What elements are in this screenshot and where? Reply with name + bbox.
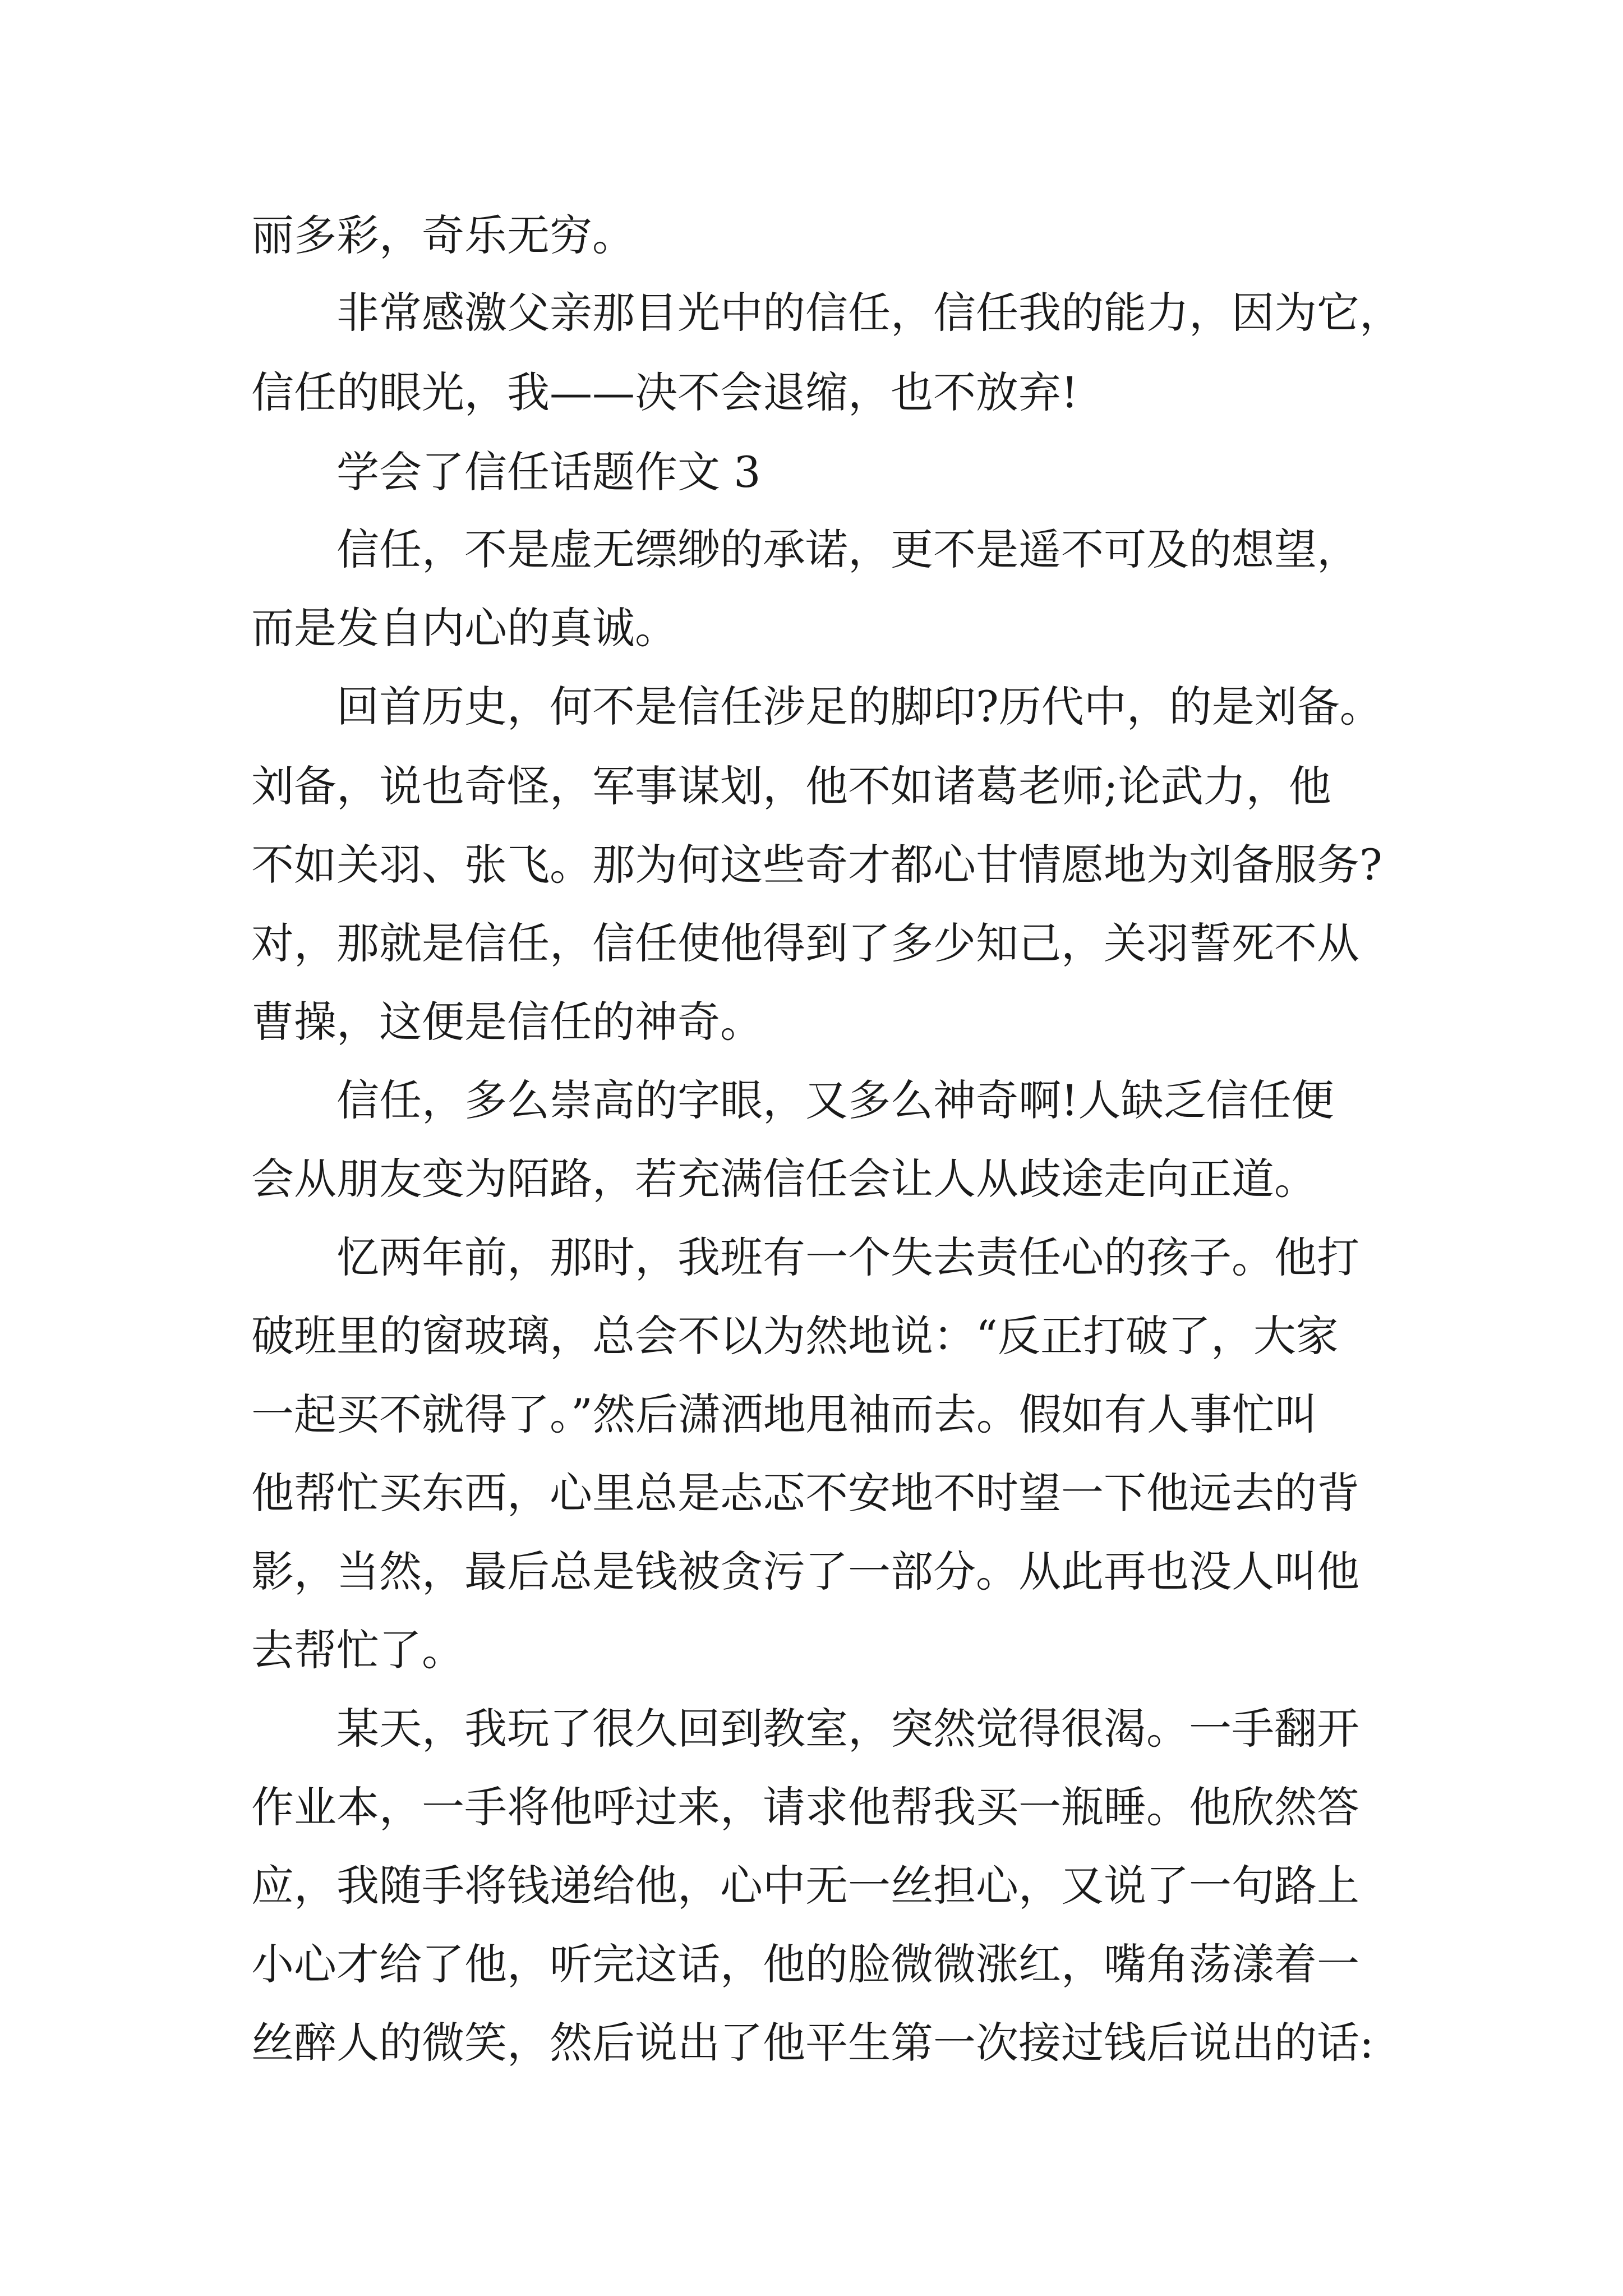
text-line-6: 而是发自内心的真诚。 xyxy=(251,603,677,653)
text-line-22: 应，我随手将钱递给他，心中无一丝担心，又说了一句路上 xyxy=(251,1861,1359,1911)
section-heading: 学会了信任话题作文 3 xyxy=(336,447,761,497)
text-line-23: 小心才给了他，听完这话，他的脸微微涨红，嘴角荡漾着一 xyxy=(251,1939,1359,1989)
text-line-15: 破班里的窗玻璃，总会不以为然地说：“反正打破了，大家 xyxy=(251,1311,1339,1361)
text-line-9: 不如关羽、张飞。那为何这些奇才都心甘情愿地为刘备服务? xyxy=(251,840,1382,890)
text-line-3: 信任的眼光，我——决不会退缩，也不放弃! xyxy=(251,367,1078,417)
text-line-12: 信任，多么崇高的字眼，又多么神奇啊!人缺乏信任便 xyxy=(336,1075,1334,1125)
text-line-13: 会从朋友变为陌路，若充满信任会让人从歧途走向正道。 xyxy=(251,1154,1317,1204)
text-line-24: 丝醉人的微笑，然后说出了他平生第一次接过钱后说出的话: xyxy=(251,2018,1374,2068)
text-line-7: 回首历史，何不是信任涉足的脚印?历代中，的是刘备。 xyxy=(336,682,1382,731)
text-line-5: 信任，不是虚无缥缈的承诺，更不是遥不可及的想望， xyxy=(336,524,1359,574)
text-line-16: 一起买不就得了。”然后潇洒地甩袖而去。假如有人事忙叫 xyxy=(251,1389,1317,1439)
text-line-20: 某天，我玩了很久回到教室，突然觉得很渴。一手翻开 xyxy=(336,1704,1359,1754)
text-line-14: 忆两年前，那时，我班有一个失去责任心的孩子。他打 xyxy=(336,1232,1359,1282)
text-line-11: 曹操，这便是信任的神奇。 xyxy=(251,997,763,1047)
text-line-2: 非常感激父亲那目光中的信任，信任我的能力，因为它， xyxy=(336,288,1402,338)
text-line-19: 去帮忙了。 xyxy=(251,1625,464,1675)
text-line-21: 作业本，一手将他呼过来，请求他帮我买一瓶睡。他欣然答 xyxy=(251,1782,1359,1832)
text-line-17: 他帮忙买东西，心里总是忐忑不安地不时望一下他远去的背 xyxy=(251,1468,1359,1518)
text-line-18: 影，当然，最后总是钱被贪污了一部分。从此再也没人叫他 xyxy=(251,1547,1359,1596)
text-line-8: 刘备，说也奇怪，军事谋划，他不如诸葛老师;论武力，他 xyxy=(251,761,1331,811)
text-line-1: 丽多彩，奇乐无穷。 xyxy=(251,210,635,260)
text-line-10: 对，那就是信任，信任使他得到了多少知己，关羽誓死不从 xyxy=(251,918,1359,968)
